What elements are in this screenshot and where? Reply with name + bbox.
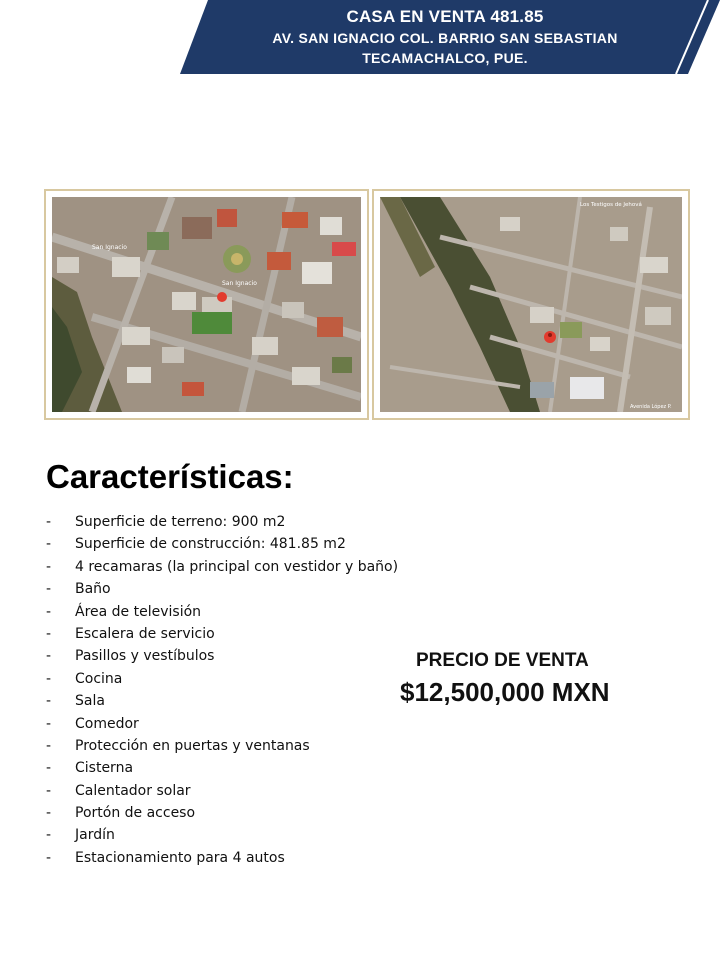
feature-text: Cocina: [75, 670, 123, 687]
bullet-dash: -: [46, 514, 52, 530]
price-label: PRECIO DE VENTA: [416, 650, 589, 671]
list-item: [46, 735, 398, 757]
bullet-dash: -: [46, 603, 52, 620]
list-item: [46, 690, 398, 712]
feature-text: Superficie de terreno: 900 m2: [75, 514, 286, 530]
bullet-dash: -: [46, 715, 52, 732]
feature-text: Protección en puertas y ventanas: [75, 737, 310, 754]
feature-text: Portón de acceso: [75, 805, 196, 822]
list-item: [46, 757, 398, 779]
feature-text: Baño: [75, 581, 111, 598]
bullet-dash: -: [46, 737, 52, 754]
bullet-dash: -: [46, 760, 52, 777]
feature-text: Estacionamiento para 4 autos: [75, 849, 285, 866]
price-value: $12,500,000 MXN: [400, 677, 610, 707]
list-item: [46, 802, 398, 824]
features-heading: Características:: [46, 458, 294, 495]
feature-text: Área de televisión: [75, 603, 202, 620]
banner-title: CASA EN VENTA 481.85: [346, 7, 544, 26]
feature-text: Comedor: [75, 715, 139, 732]
bullet-dash: -: [46, 827, 52, 844]
bullet-dash: -: [46, 670, 52, 687]
feature-text: Escalera de servicio: [75, 625, 215, 642]
list-item: [46, 533, 398, 555]
bullet-dash: -: [46, 581, 52, 598]
list-item: [46, 824, 398, 846]
bullet-dash: -: [46, 849, 52, 866]
feature-text: Sala: [75, 693, 105, 710]
list-item: [46, 645, 398, 667]
list-item: [46, 511, 398, 533]
feature-text: Jardín: [75, 827, 115, 844]
aerial-map-closeup-image: [52, 197, 361, 412]
list-item: [46, 713, 398, 735]
bullet-dash: -: [46, 782, 52, 799]
banner-city: TECAMACHALCO, PUE.: [362, 50, 528, 66]
map-label: Avenida López P.: [630, 404, 672, 410]
bullet-dash: -: [46, 693, 52, 710]
list-item: [46, 556, 398, 578]
bullet-dash: -: [46, 648, 52, 665]
feature-text: Calentador solar: [75, 782, 191, 799]
bullet-dash: -: [46, 536, 52, 553]
aerial-photo-wide: [372, 189, 690, 420]
banner-address: AV. SAN IGNACIO COL. BARRIO SAN SEBASTIAN: [272, 30, 618, 46]
title-banner: [180, 0, 720, 74]
aerial-map-wide-image: [380, 197, 682, 412]
list-item: [46, 578, 398, 600]
street-label: San Ignacio: [92, 244, 127, 251]
list-item: [46, 668, 398, 690]
list-item: [46, 601, 398, 623]
features-list: [46, 511, 398, 869]
bullet-dash: -: [46, 625, 52, 642]
feature-text: 4 recamaras (la principal con vestidor y baño): [75, 558, 399, 575]
list-item: [46, 847, 398, 869]
aerial-photo-closeup: [44, 189, 369, 420]
bullet-dash: -: [46, 558, 52, 575]
list-item: [46, 780, 398, 802]
feature-text: Superficie de construcción: 481.85 m2: [75, 536, 346, 553]
bullet-dash: -: [46, 805, 52, 822]
list-item: [46, 623, 398, 645]
banner-text: [210, 6, 680, 68]
feature-text: Cisterna: [75, 760, 134, 777]
street-label: San Ignacio: [222, 280, 257, 287]
feature-text: Pasillos y vestíbulos: [75, 648, 215, 665]
map-label: Los Testigos de Jehová: [580, 202, 642, 208]
